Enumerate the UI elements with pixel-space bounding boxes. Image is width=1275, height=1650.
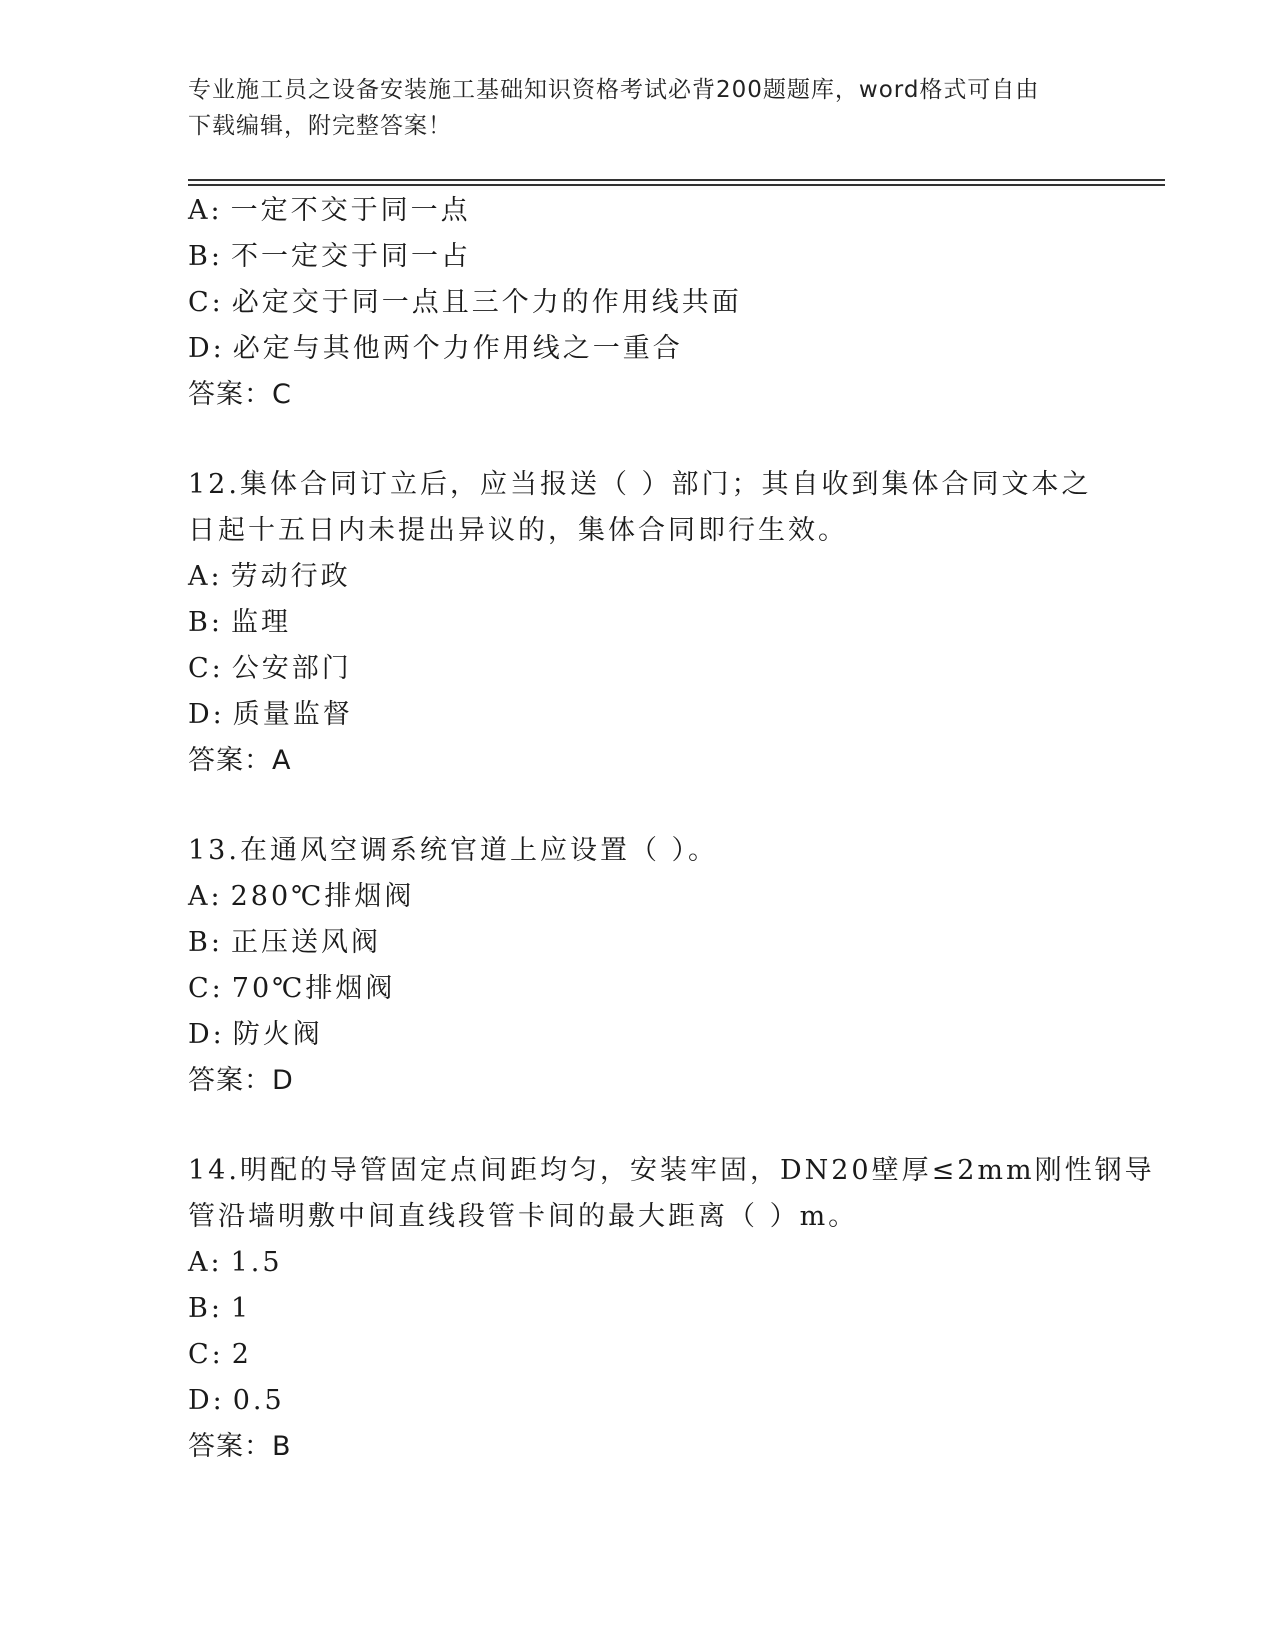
option-letter: D: (188, 1019, 225, 1050)
option-a (188, 188, 1108, 234)
option-text: 防火阀 (232, 1019, 323, 1050)
option-text: 正压送风阀 (230, 927, 381, 958)
answer-line: 答案：D (188, 1065, 294, 1096)
option-text: 1.5 (230, 1247, 283, 1278)
option-letter: B: (188, 1293, 223, 1324)
question-block-13 (188, 828, 1108, 1104)
option-text: 公安部门 (231, 653, 352, 684)
question-stem-continued: 管沿墙明敷中间直线段管卡间的最大距离（ ）m。 (188, 1201, 859, 1232)
option-d (188, 692, 1108, 738)
option-a (188, 554, 1108, 600)
option-letter: A: (188, 195, 223, 226)
header-divider-top (188, 179, 1165, 181)
question-block-11 (188, 188, 1108, 418)
answer-line: 答案：C (188, 379, 292, 410)
header-line-1: 专业施工员之设备安装施工基础知识资格考试必背200题题库，word格式可自由 (188, 77, 1040, 103)
option-text: 0.5 (232, 1385, 285, 1416)
option-letter: A: (188, 1247, 223, 1278)
question-block-14 (188, 1148, 1155, 1470)
option-c (188, 280, 1108, 326)
option-text: 必定交于同一点且三个力的作用线共面 (231, 287, 742, 318)
option-text: 一定不交于同一点 (230, 195, 471, 226)
option-text: 监理 (230, 607, 291, 638)
option-letter: C: (188, 653, 224, 684)
option-letter: B: (188, 241, 223, 272)
header-line-2: 下载编辑，附完整答案！ (188, 113, 452, 139)
option-b (188, 600, 1108, 646)
option-letter: A: (188, 561, 223, 592)
option-b (188, 920, 1108, 966)
option-text: 劳动行政 (230, 561, 351, 592)
question-stem: 14.明配的导管固定点间距均匀，安装牢固，DN20壁厚≤2mm刚性钢导 (188, 1155, 1155, 1186)
option-a (188, 1240, 1108, 1286)
question-stem: 12.集体合同订立后，应当报送（ ）部门；其自收到集体合同文本之 (188, 469, 1092, 500)
option-letter: D: (188, 333, 225, 364)
option-c (188, 1332, 1108, 1378)
document-header (188, 72, 1088, 144)
option-letter: C: (188, 1339, 224, 1370)
option-letter: C: (188, 287, 224, 318)
option-d (188, 1378, 1108, 1424)
question-list (188, 188, 1155, 1514)
answer-line: 答案：B (188, 1431, 292, 1462)
option-d (188, 1012, 1108, 1058)
option-c (188, 966, 1108, 1012)
option-text: 2 (231, 1339, 252, 1370)
option-letter: B: (188, 607, 223, 638)
option-text: 280℃排烟阀 (230, 881, 415, 912)
option-letter: C: (188, 973, 224, 1004)
option-text: 质量监督 (232, 699, 353, 730)
option-c (188, 646, 1108, 692)
option-text: 不一定交于同一占 (230, 241, 471, 272)
option-text: 必定与其他两个力作用线之一重合 (232, 333, 683, 364)
answer-line: 答案：A (188, 745, 292, 776)
option-letter: A: (188, 881, 223, 912)
option-letter: D: (188, 699, 225, 730)
option-a (188, 874, 1108, 920)
question-block-12 (188, 462, 1108, 784)
option-letter: D: (188, 1385, 225, 1416)
option-b (188, 234, 1108, 280)
option-text: 1 (230, 1293, 252, 1324)
question-stem: 13.在通风空调系统官道上应设置（ ）。 (188, 835, 719, 866)
option-b (188, 1286, 1108, 1332)
option-d (188, 326, 1108, 372)
question-stem-continued: 日起十五日内未提出异议的，集体合同即行生效。 (188, 515, 848, 546)
option-text: 70℃排烟阀 (231, 973, 396, 1004)
header-divider-bottom (188, 184, 1165, 186)
option-letter: B: (188, 927, 223, 958)
